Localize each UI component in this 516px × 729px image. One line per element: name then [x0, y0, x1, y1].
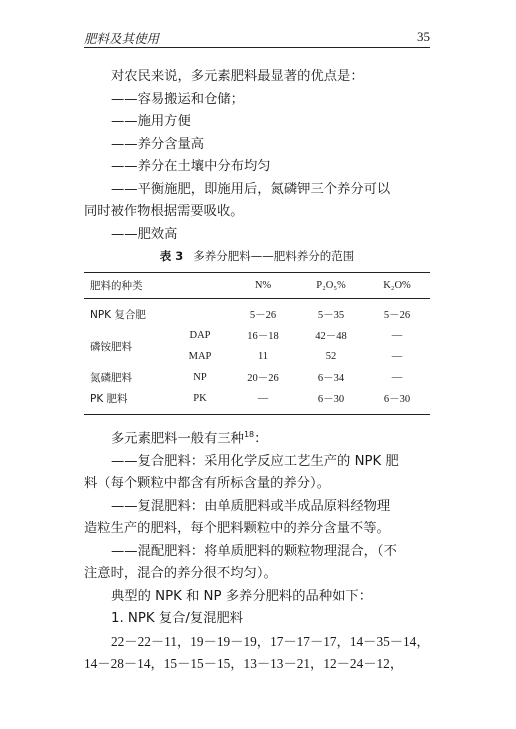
header-kind: 肥料的种类	[84, 273, 228, 299]
row-sub: DAP	[189, 330, 211, 341]
blend-line-continued: 注意时，混合的养分很不均匀）。	[84, 566, 277, 582]
compound-line: ——复合肥料：采用化学反应工艺生产的 NPK 肥	[111, 453, 399, 469]
intro-lead: 对农民来说，多元素肥料最显著的优点是：	[111, 69, 364, 84]
header-p: P₂O₅%	[298, 273, 364, 299]
row-name: PK 肥料	[90, 393, 128, 405]
table-caption	[84, 248, 430, 264]
advantage-item: ——施用方便	[111, 114, 191, 129]
row-sub: MAP	[188, 351, 212, 362]
complex-line-continued: 造粒生产的肥料，每个肥料颗粒中的养分含量不等。	[84, 521, 390, 537]
table-header-row	[84, 273, 430, 299]
advantage-item: ——容易搬运和仓储；	[111, 91, 244, 107]
balanced-line: ——平衡施肥，即施用后，氮磷钾三个养分可以	[111, 181, 391, 197]
reference-mark: 18	[243, 430, 255, 439]
balanced-line-continued: 同时被作物根据需要吸收。	[84, 204, 244, 219]
row-k: —	[391, 372, 403, 383]
intro-section	[84, 66, 432, 246]
table-row	[84, 388, 430, 415]
header-n: N%	[228, 273, 298, 299]
row-n: 20－26	[247, 373, 279, 384]
header-k: K₂O%	[364, 273, 430, 299]
row-n: 5－26	[249, 310, 277, 321]
grades-line: 22－22－11，19－19－19，17－17－17，14－35－14，	[111, 633, 430, 649]
row-name: NPK 复合肥	[90, 309, 146, 321]
row-n: 16－18	[247, 331, 279, 342]
advantage-item: ——养分在土壤中分布均匀	[111, 159, 271, 174]
complex-line: ——复混肥料：由单质肥料或半成品原料经物理	[111, 498, 391, 514]
table-caption-text: 多养分肥料——肥料养分的范围	[193, 249, 355, 263]
row-k: 6－30	[383, 394, 411, 405]
row-sub: PK	[193, 393, 207, 404]
nutrient-range-table	[84, 272, 430, 415]
row-k: —	[391, 330, 403, 341]
running-title: 肥料及其使用	[84, 31, 160, 46]
types-lead-tail: ：	[254, 431, 268, 447]
row-sub: NP	[193, 372, 207, 383]
compound-line-continued: 料（每个颗粒中都含有所标含量的养分）。	[84, 476, 330, 492]
types-lead	[84, 424, 432, 451]
running-header	[84, 29, 430, 48]
types-lead-text: 多元素肥料一般有三种	[111, 431, 244, 447]
grades-line-continued: 14－28－14，15－15－15，13－13－21，12－24－12，	[84, 656, 404, 672]
advantage-item: ——肥效高	[111, 226, 178, 242]
row-k: 5－26	[383, 310, 411, 321]
row-p: 42－48	[315, 331, 347, 342]
row-p: 6－30	[317, 394, 345, 405]
row-k: —	[391, 351, 403, 362]
row-name: 磷铵肥料	[90, 340, 132, 353]
table-caption-label: 表 3	[159, 249, 184, 263]
row-name: 氮磷肥料	[90, 372, 132, 384]
list-heading: 1. NPK 复合/复混肥料	[111, 611, 244, 627]
row-sub	[172, 299, 228, 326]
row-p: 52	[325, 351, 337, 362]
table-row	[84, 299, 430, 326]
typical-varieties: 典型的 NPK 和 NP 多养分肥料的品种如下：	[111, 588, 373, 604]
row-n: —	[257, 393, 269, 404]
types-section	[84, 424, 432, 676]
page-number: 35	[417, 29, 430, 44]
advantage-item: ——养分含量高	[111, 136, 205, 152]
blend-line: ——混配肥料：将单质肥料的颗粒物理混合，（不	[111, 543, 397, 559]
table-row	[84, 325, 430, 346]
row-p: 5－35	[317, 310, 345, 321]
row-n: 11	[257, 351, 269, 362]
row-p: 6－34	[317, 373, 345, 384]
table-row	[84, 367, 430, 388]
